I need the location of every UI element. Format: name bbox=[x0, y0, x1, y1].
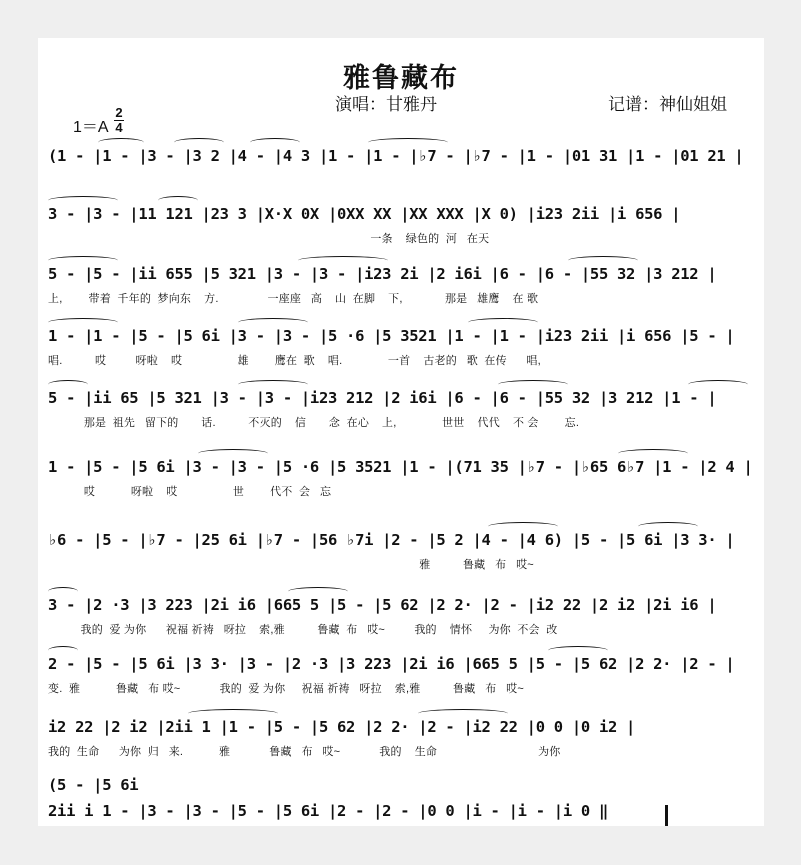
slur-mark bbox=[188, 709, 278, 718]
lyrics-line: 变. 雅 鲁藏 布 哎~ 我的 爱 为你 祝福 祈祷 呀拉 索,雅 鲁藏 布 哎~ bbox=[48, 683, 524, 695]
key-signature: 1＝A bbox=[73, 119, 109, 136]
slur-mark bbox=[548, 646, 608, 655]
slur-mark bbox=[198, 449, 268, 458]
lyrics-line: 哎 呀啦 哎 世 代不 会 忘 bbox=[48, 486, 332, 498]
notation-line: (5 - |5 6i 2ii i 1 - |3 - |3 - |5 - |5 6i |2 - |2 - |0 0 |i - |i - |i 0 ‖ bbox=[48, 776, 608, 820]
slur-mark bbox=[174, 138, 224, 147]
notation-line: 3 - |2 ·3 |3 223 |2i i6 |665 5 |5 - |5 62 |2 2· |2 - |i2 22 |2 i2 |2i i6 | bbox=[48, 596, 717, 614]
slur-mark bbox=[418, 709, 508, 718]
lyrics-line: 上, 带着 千年的 梦向东 方. 一座座 高 山 在脚 下, 那是 雄鹰 在 歌 bbox=[48, 293, 539, 305]
slur-mark bbox=[48, 587, 78, 596]
slur-mark bbox=[48, 196, 118, 205]
slur-mark bbox=[48, 318, 118, 327]
song-title: 雅鲁藏布 bbox=[343, 63, 459, 93]
slur-mark bbox=[48, 256, 118, 265]
notation-line: 1 - |1 - |5 - |5 6i |3 - |3 - |5 ·6 |5 3521 |1 - |1 - |i23 2ii |i 656 |5 - | bbox=[48, 327, 735, 345]
lyrics-line: 我的 生命 为你 归 来. 雅 鲁藏 布 哎~ 我的 生命 为你 bbox=[48, 746, 561, 758]
lyrics-line: 雅 鲁藏 布 哎~ bbox=[48, 559, 534, 571]
slur-mark bbox=[48, 646, 78, 655]
notation-line: 2 - |5 - |5 6i |3 3· |3 - |2 ·3 |3 223 |2i i6 |665 5 |5 - |5 62 |2 2· |2 - | bbox=[48, 655, 735, 673]
notation-line: i2 22 |2 i2 |2ii 1 |1 - |5 - |5 62 |2 2· |2 - |i2 22 |0 0 |0 i2 | bbox=[48, 718, 636, 736]
slur-mark bbox=[238, 380, 308, 389]
lyrics-line: 唱. 哎 呀啦 哎 雄 鹰在 歌 唱. 一首 古老的 歌 在传 唱, bbox=[48, 355, 541, 367]
notation-line: 5 - |5 - |ii 655 |5 321 |3 - |3 - |i23 2i |2 i6i |6 - |6 - |55 32 |3 212 | bbox=[48, 265, 717, 283]
slur-mark bbox=[368, 138, 448, 147]
slur-mark bbox=[498, 380, 568, 389]
lyrics-line: 我的 爱 为你 祝福 祈祷 呀拉 索,雅 鲁藏 布 哎~ 我的 情怀 为你 不会 改 bbox=[48, 624, 558, 636]
time-signature-top: 2 bbox=[115, 105, 123, 120]
notation-line: ♭6 - |5 - |♭7 - |25 6i |♭7 - |56 ♭7i |2 - |5 2 |4 - |4 6) |5 - |5 6i |3 3· | bbox=[48, 531, 735, 549]
slur-mark bbox=[98, 138, 144, 147]
slur-mark bbox=[158, 196, 198, 205]
notation-line: 3 - |3 - |11 121 |23 3 |X·X 0X |0XX XX |XX XXX |X 0) |i23 2ii |i 656 | bbox=[48, 205, 681, 223]
slur-mark bbox=[638, 522, 698, 531]
slur-mark bbox=[468, 318, 538, 327]
slur-mark bbox=[618, 449, 688, 458]
transcriber-credit: 记谱：神仙姐姐 bbox=[608, 95, 727, 114]
slur-mark bbox=[488, 522, 558, 531]
singer-credit: 演唱：甘雅丹 bbox=[335, 95, 437, 114]
slur-mark bbox=[568, 256, 638, 265]
slur-mark bbox=[298, 256, 388, 265]
notation-line: 5 - |ii 65 |5 321 |3 - |3 - |i23 212 |2 i6i |6 - |6 - |55 32 |3 212 |1 - | bbox=[48, 389, 717, 407]
notation-line: (1 - |1 - |3 - |3 2 |4 - |4 3 |1 - |1 - |♭7 - |♭7 - |1 - |01 31 |1 - |01 21 | bbox=[48, 147, 744, 165]
lyrics-line: 一条 绿色的 河 在天 bbox=[48, 233, 490, 245]
time-signature-bottom: 4 bbox=[115, 120, 123, 135]
slur-mark bbox=[238, 318, 308, 327]
score-sheet bbox=[38, 38, 764, 826]
time-signature bbox=[114, 107, 124, 134]
slur-mark bbox=[250, 138, 300, 147]
lyrics-line: 那是 祖先 留下的 话. 不灭的 信 念 在心 上, 世世 代代 不 会 忘. bbox=[48, 417, 580, 429]
lyrics-line bbox=[48, 172, 758, 190]
slur-mark bbox=[48, 380, 88, 389]
slur-mark bbox=[688, 380, 748, 389]
notation-line: 1 - |5 - |5 6i |3 - |3 - |5 ·6 |5 3521 |1 - |(71 35 |♭7 - |♭65 6♭7 |1 - |2 4 | bbox=[48, 458, 753, 476]
slur-mark bbox=[288, 587, 348, 596]
final-barline bbox=[665, 805, 668, 826]
